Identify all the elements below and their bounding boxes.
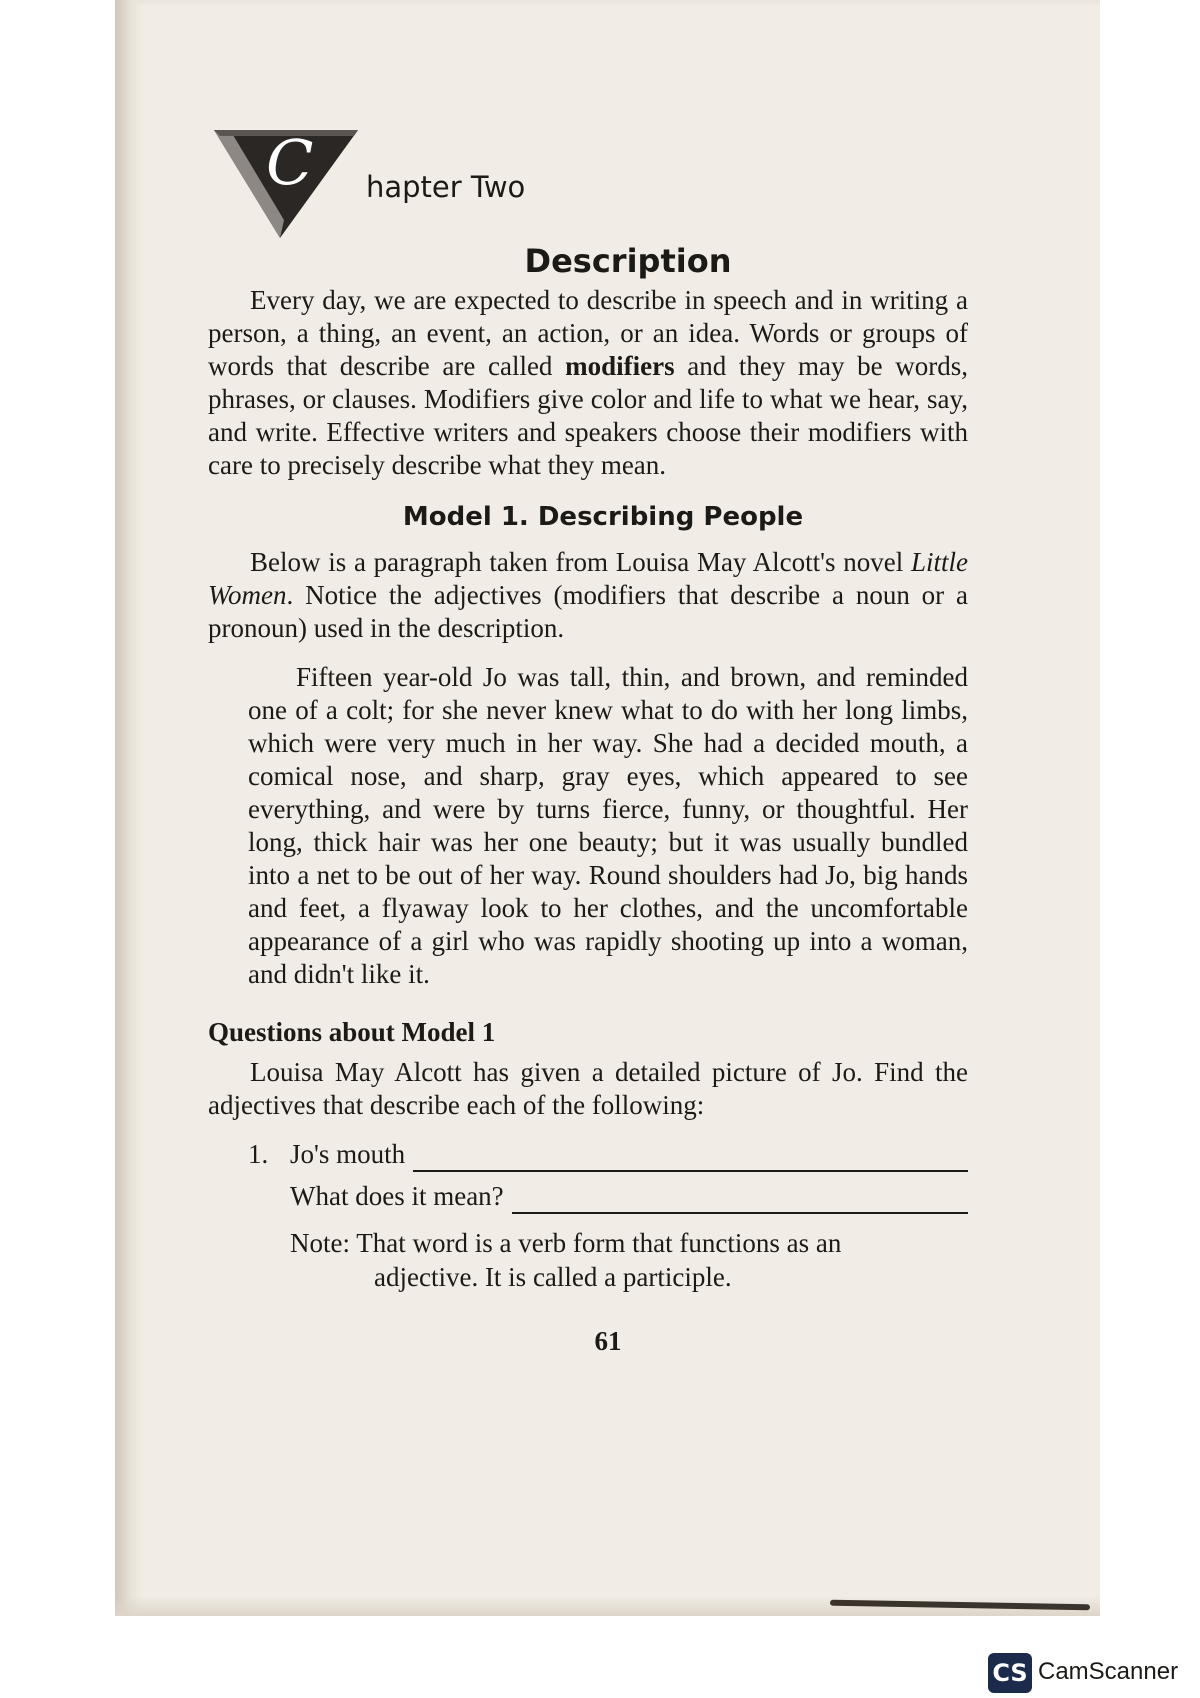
intro-text-2: and they may be words, phrases, or clauses. Modifiers give color and life to what we hear, say, and write. Effective writers and speakers choose their modifiers with care to precisely describe what they mean. [208, 351, 968, 480]
questions-heading: Questions about Model 1 [208, 1017, 496, 1047]
answer-row-2 [208, 1178, 968, 1214]
page-title: Description [524, 242, 732, 280]
note-text [290, 1226, 968, 1294]
item-number: 1. [248, 1139, 269, 1169]
book-title: Little Women [208, 547, 968, 610]
model-intro-text-2: . Notice the adjectives (modifiers that describe a noun or a pronoun) used in the description. [208, 580, 968, 643]
followup-label: What does it mean? [290, 1181, 504, 1211]
quote-paragraph: Fifteen year-old Jo was tall, thin, and brown, and reminded one of a colt; for she never knew what to do with her long limbs, which were very much in her way. She had a decided mouth, a comical nose, and sharp, gray eyes, which appeared to see everything, and were by turns fierce, funny, or thoughtful. Her long, thick hair was her one beauty; but it was usually bundled into a net to be out of her way. Round shoulders had Jo, big hands and feet, a flyaway look to her clothes, and the uncomfortable appearance of a girl who was rapidly shooting up into a woman, and didn't like it. [248, 662, 968, 989]
page-number: 61 [594, 1326, 622, 1356]
intro-paragraph [208, 284, 968, 482]
note-line-2: adjective. It is called a participle. [374, 1262, 732, 1292]
model-intro-text-1: Below is a paragraph taken from Louisa May Alcott's novel [250, 547, 911, 577]
questions-intro: Louisa May Alcott has given a detailed picture of Jo. Find the adjectives that describe each of the following: [208, 1057, 968, 1120]
answer-blank-1[interactable] [413, 1146, 968, 1172]
camscanner-watermark: CamScanner [1038, 1658, 1179, 1685]
page-binding-shadow [115, 0, 143, 1615]
model-intro-paragraph [208, 546, 968, 645]
answer-row-1 [208, 1136, 968, 1172]
item-label: Jo's mouth [290, 1139, 406, 1169]
model-heading: Model 1. Describing People [402, 502, 804, 532]
intro-bold-term: modifiers [565, 351, 675, 381]
intro-text-1: Every day, we are expected to describe in speech and in writing a person, a thing, an event, an action, or an idea. Words or groups of words that describe are called [208, 285, 968, 381]
chapter-initial: C [266, 126, 314, 199]
chapter-label: hapter Two [366, 170, 526, 204]
note-line-1: Note: That word is a verb form that functions as an [290, 1228, 842, 1258]
answer-blank-2[interactable] [512, 1188, 968, 1214]
book-page [208, 112, 968, 1512]
camscanner-logo-icon: CS [988, 1653, 1032, 1693]
chapter-header [208, 112, 968, 242]
